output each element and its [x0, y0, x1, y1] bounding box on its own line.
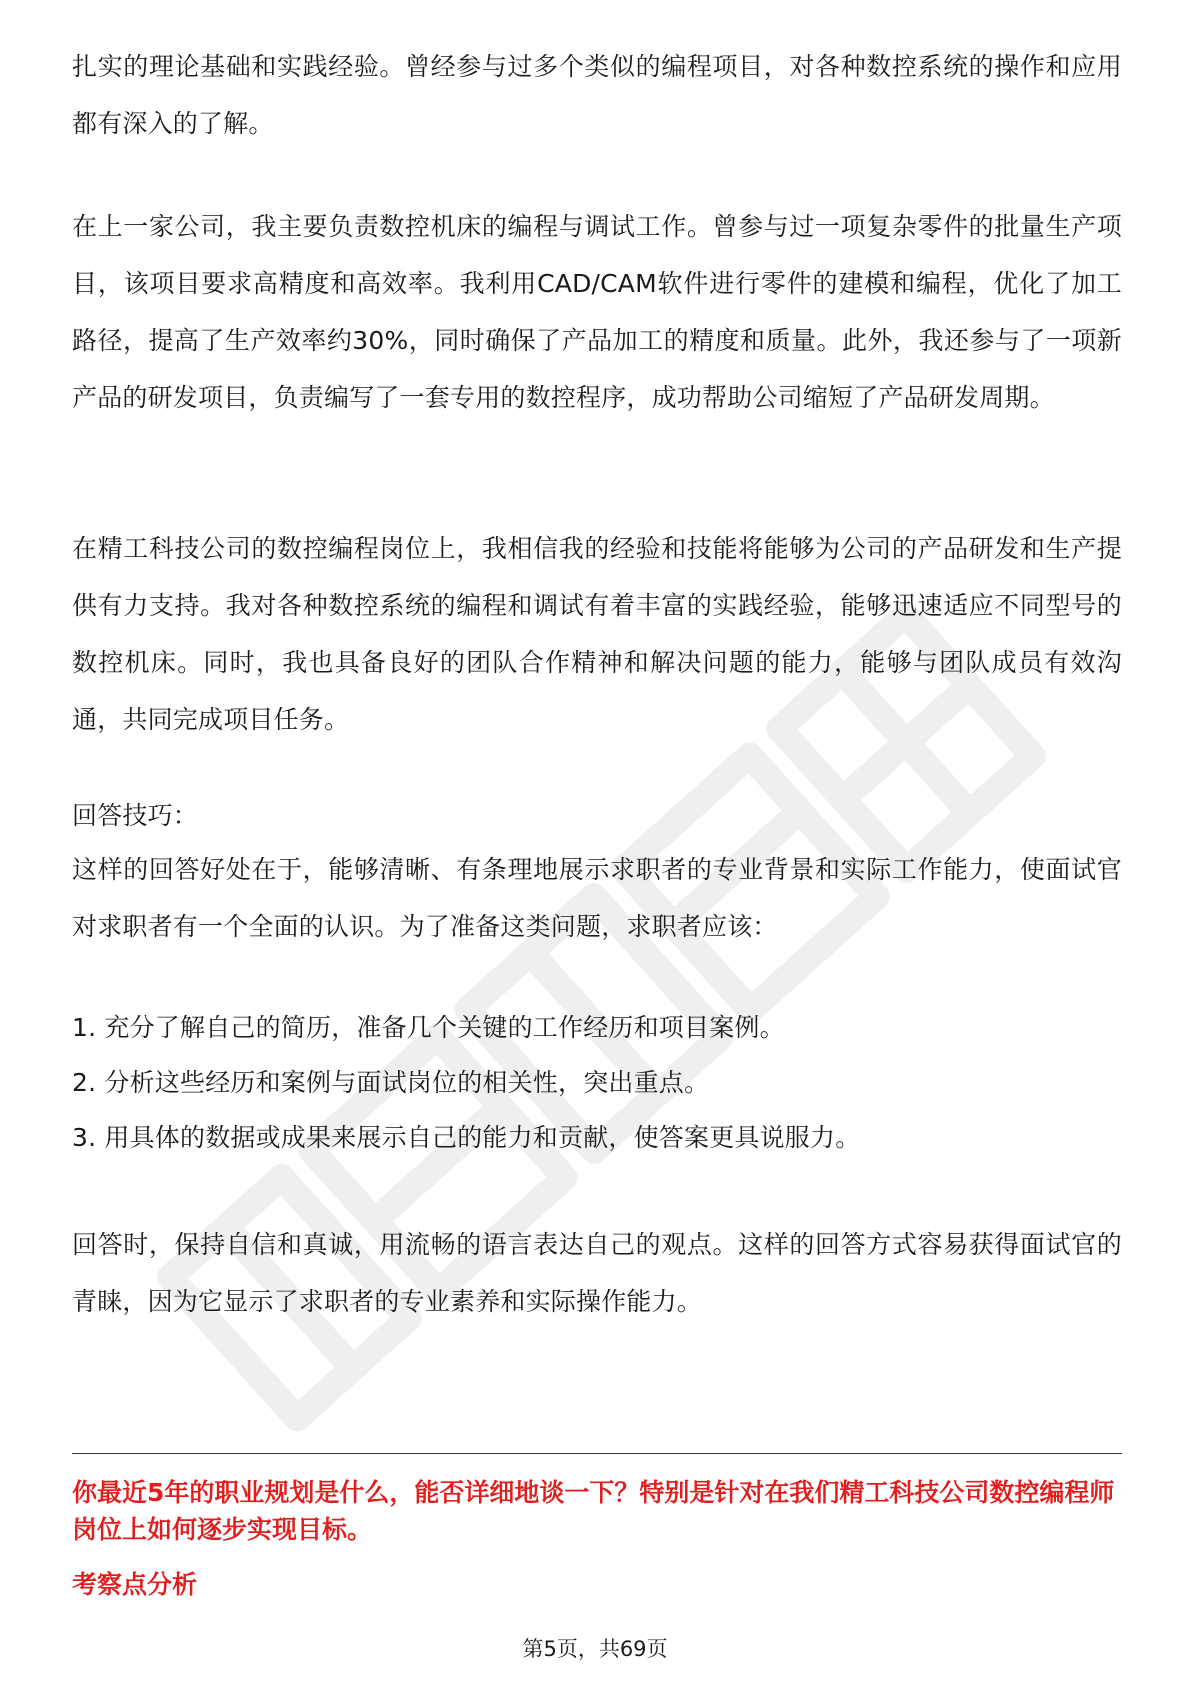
list-item: 1. 充分了解自己的简历，准备几个关键的工作经历和项目案例。	[72, 1013, 785, 1042]
section-title: 考察点分析	[72, 1570, 198, 1599]
section-divider	[72, 1453, 1122, 1454]
paragraph-closing: 回答时，保持自信和真诚，用流畅的语言表达自己的观点。这样的回答方式容易获得面试官的青睐，因为它显示了求职者的专业素养和实际操作能力。	[72, 1230, 1122, 1316]
paragraph-intro-continuation: 扎实的理论基础和实践经验。曾经参与过多个类似的编程项目，对各种数控系统的操作和应用都有深入的了解。	[72, 52, 1122, 138]
list-item: 2. 分析这些经历和案例与面试岗位的相关性，突出重点。	[72, 1068, 710, 1097]
paragraph-fit-for-role: 在精工科技公司的数控编程岗位上，我相信我的经验和技能将能够为公司的产品研发和生产提供有力支持。我对各种数控系统的编程和调试有着丰富的实践经验，能够迅速适应不同型号的数控机床。同时，我也具备良好的团队合作精神和解决问题的能力，能够与团队成员有效沟通，共同完成项目任务。	[72, 534, 1122, 734]
list-item: 3. 用具体的数据或成果来展示自己的能力和贡献，使答案更具说服力。	[72, 1123, 861, 1152]
tips-heading: 回答技巧：	[72, 801, 199, 830]
paragraph-previous-job: 在上一家公司，我主要负责数控机床的编程与调试工作。曾参与过一项复杂零件的批量生产项目，该项目要求高精度和高效率。我利用CAD/CAM软件进行零件的建模和编程，优化了加工路径，提高了生产效率约30%，同时确保了产品加工的精度和质量。此外，我还参与了一项新产品的研发项目，负责编写了一套专用的数控程序，成功帮助公司缩短了产品研发周期。	[72, 212, 1122, 412]
page-number: 第5页，共69页	[522, 1637, 668, 1661]
interview-question: 你最近5年的职业规划是什么，能否详细地谈一下？特别是针对在我们精工科技公司数控编程师岗位上如何逐步实现目标。	[72, 1478, 1115, 1544]
tips-body: 这样的回答好处在于，能够清晰、有条理地展示求职者的专业背景和实际工作能力，使面试官对求职者有一个全面的认识。为了准备这类问题，求职者应该：	[72, 855, 1122, 941]
